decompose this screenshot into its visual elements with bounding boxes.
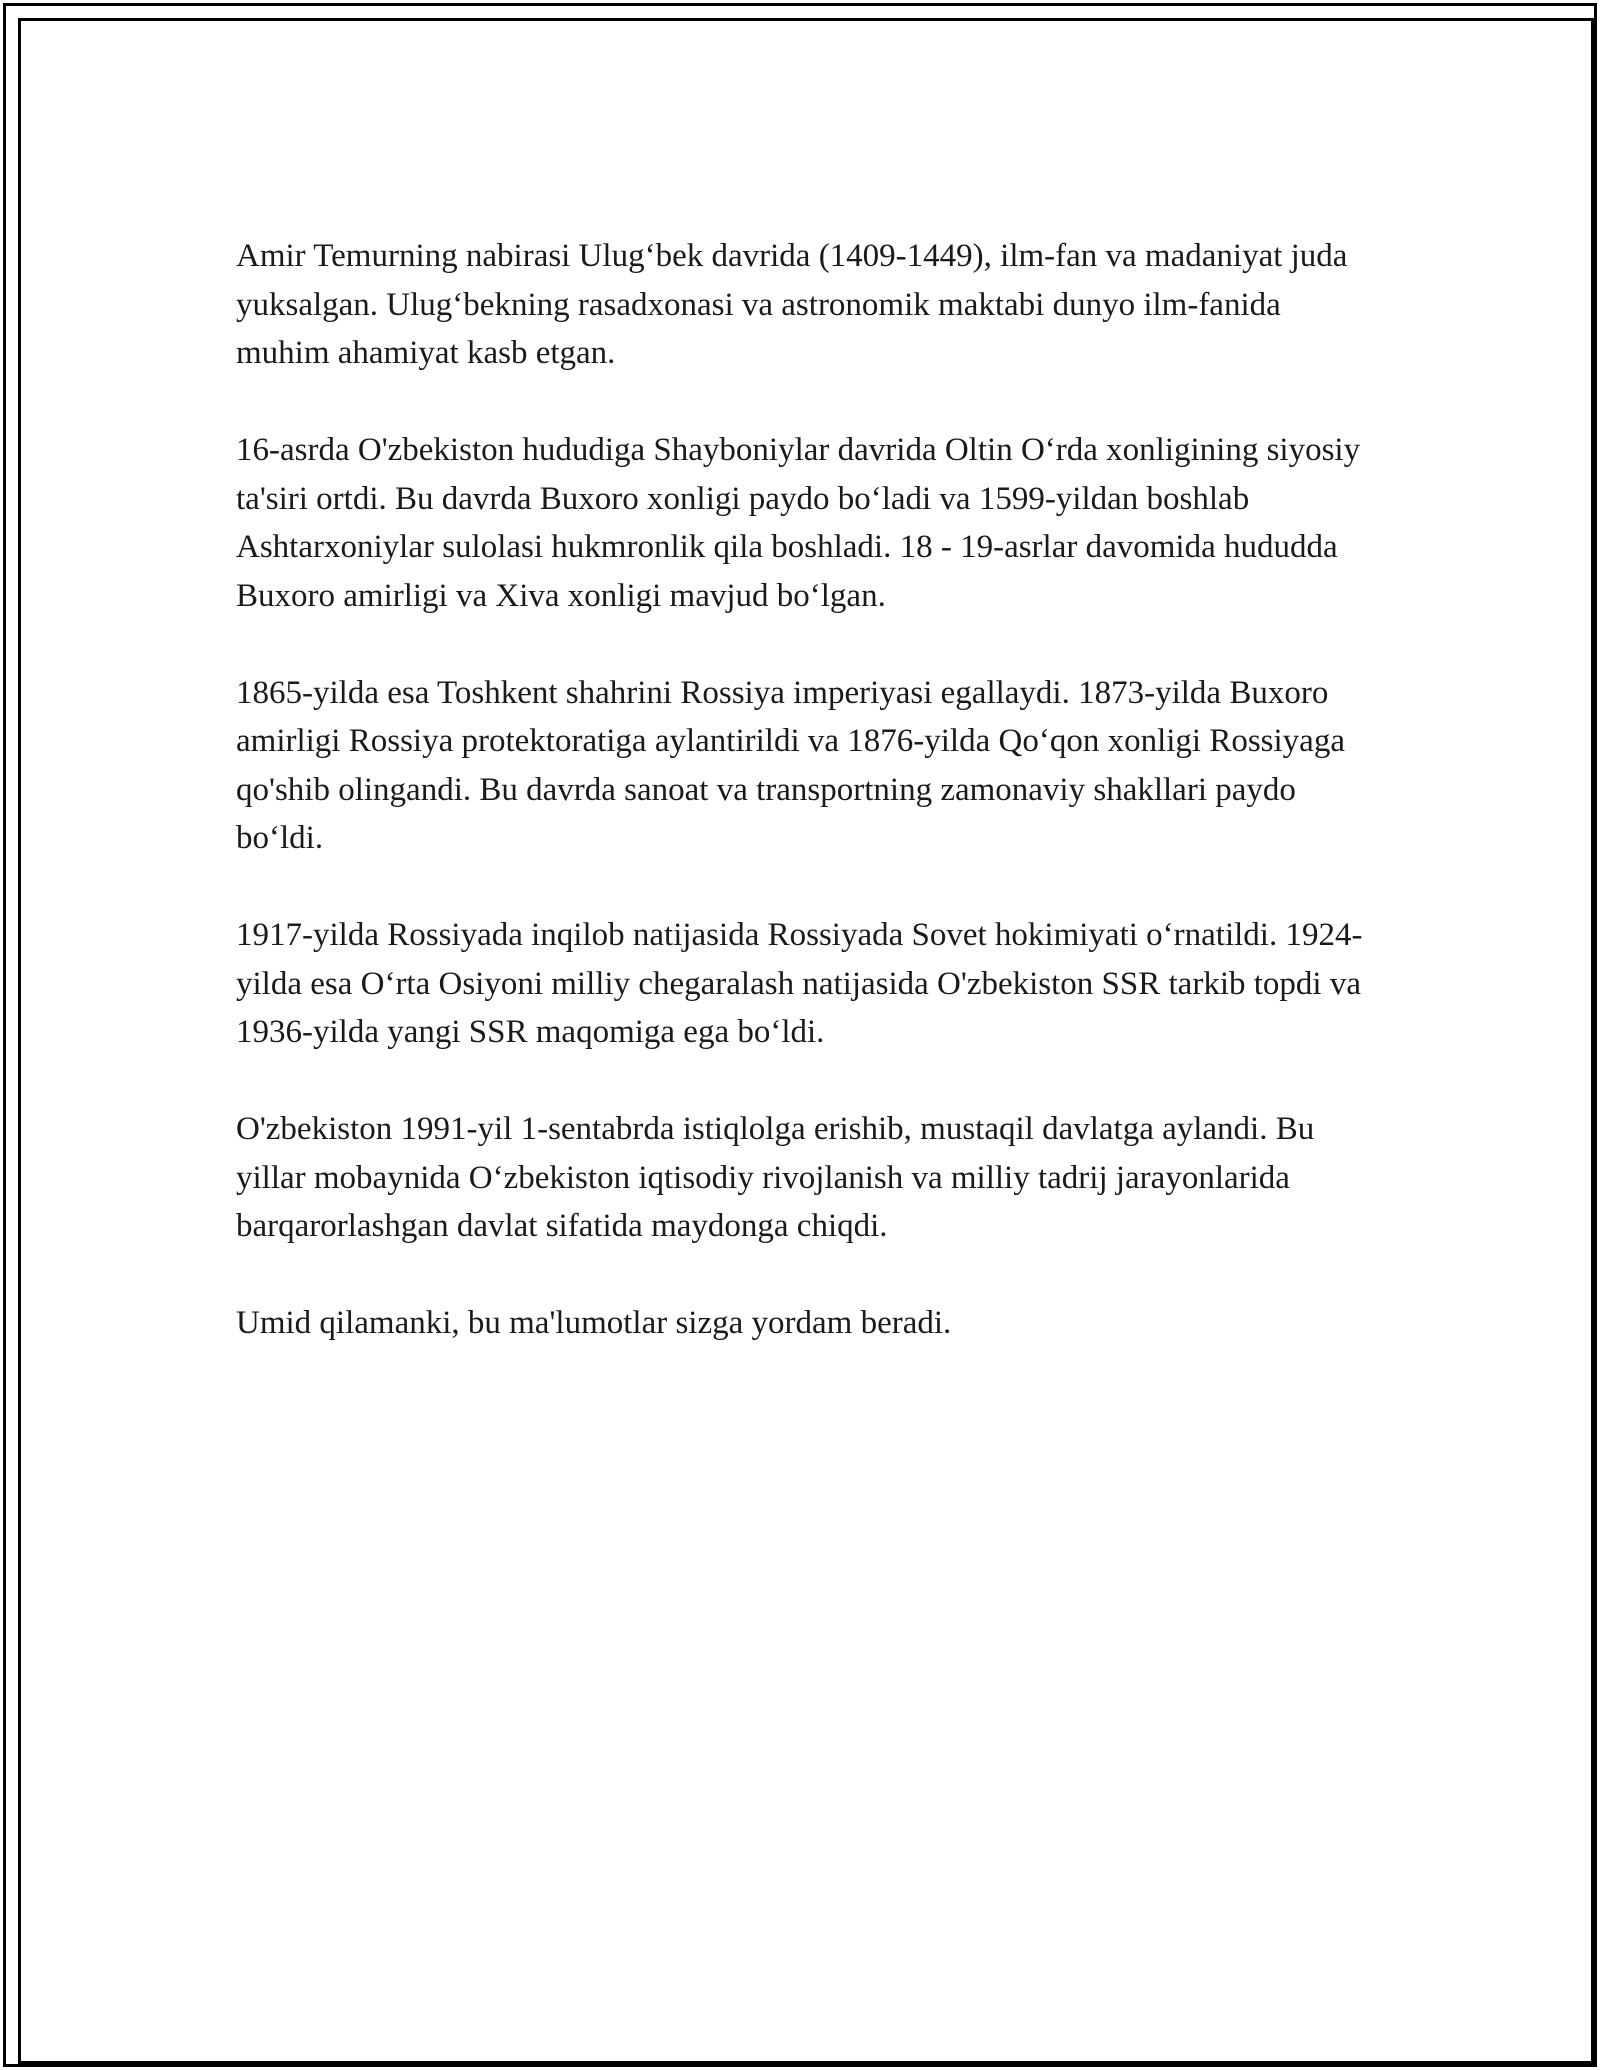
paragraph-ulugbek: Amir Temurning nabirasi Ulug‘bek davrida (1409-1449), ilm-fan va madaniyat juda yuksalgan. Ulug‘bekning rasadxonasi va astronomik maktabi dunyo ilm-fanida muhim ahamiyat kasb etgan. xyxy=(236,238,1348,371)
document-body xyxy=(236,232,1376,1396)
paragraph-soviet: 1917-yilda Rossiyada inqilob natijasida Rossiyada Sovet hokimiyati o‘rnatildi. 1924-yilda esa O‘rta Osiyoni milliy chegaralash natijasida O'zbekiston SSR tarkib topdi va 1936-yilda yangi SSR maqomiga ega bo‘ldi. xyxy=(236,917,1363,1050)
paragraph-shayboniylar: 16-asrda O'zbekiston hududiga Shayboniylar davrida Oltin O‘rda xonligining siyosiy ta'siri ortdi. Bu davrda Buxoro xonligi paydo bo‘ladi va 1599-yildan boshlab Ashtarxoniylar sulolasi hukmronlik qila boshladi. 18 - 19-asrlar davomida hududda Buxoro amirligi va Xiva xonligi mavjud bo‘lgan. xyxy=(236,432,1361,614)
paragraph-independence: O'zbekiston 1991-yil 1-sentabrda istiqlolga erishib, mustaqil davlatga aylandi. Bu yillar mobaynida O‘zbekiston iqtisodiy rivojlanish va milliy tadrij jarayonlarida barqarorlashgan davlat sifatida maydonga chiqdi. xyxy=(236,1111,1315,1244)
paragraph-russian-empire: 1865-yilda esa Toshkent shahrini Rossiya imperiyasi egallaydi. 1873-yilda Buxoro amirligi Rossiya protektoratiga aylantirildi va 1876-yilda Qo‘qon xonligi Rossiyaga qo'shib olingandi. Bu davrda sanoat va transportning zamonaviy shakllari paydo bo‘ldi. xyxy=(236,674,1345,856)
paragraph-closing: Umid qilamanki, bu ma'lumotlar sizga yordam beradi. xyxy=(236,1305,952,1341)
